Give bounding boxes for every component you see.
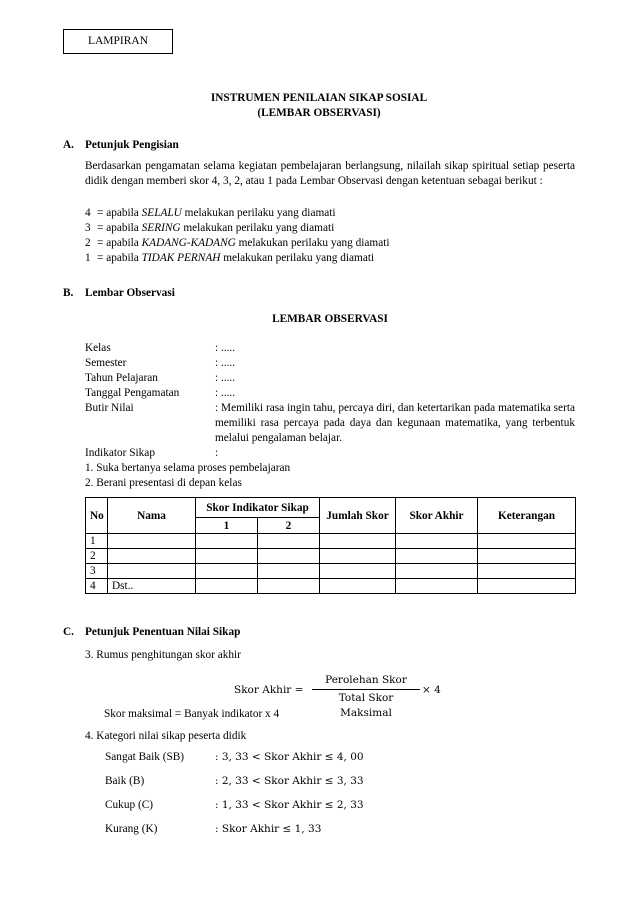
info-value: : ..... (215, 387, 236, 399)
fraction-bar (312, 689, 420, 690)
row-nama (108, 534, 196, 549)
info-label: Tanggal Pengamatan (85, 387, 180, 399)
observation-table (85, 497, 576, 594)
table-row (86, 534, 576, 549)
category-label: Baik (B) (105, 775, 145, 787)
category-range: : 3, 33 < Skor Akhir ≤ 4, 00 (215, 751, 364, 763)
header-skor-akhir: Skor Akhir (396, 498, 478, 534)
info-value: : ..... (215, 357, 236, 369)
info-value: : ..... (215, 372, 236, 384)
category-range: : Skor Akhir ≤ 1, 33 (215, 823, 322, 835)
section-a-letter: A. (63, 139, 74, 151)
observation-info (85, 341, 575, 461)
table-row (86, 549, 576, 564)
category-range: : 2, 33 < Skor Akhir ≤ 3, 33 (215, 775, 364, 787)
row-nama (108, 549, 196, 564)
info-label: Semester (85, 357, 127, 369)
title-line-2: (LEMBAR OBSERVASI) (257, 107, 381, 119)
category-list (105, 750, 505, 850)
row-no: 4 (86, 579, 108, 594)
score-item: 2 = apabila KADANG-KADANG melakukan perilaku yang diamati (85, 237, 390, 249)
header-keterangan: Keterangan (478, 498, 576, 534)
row-nama (108, 564, 196, 579)
section-c-heading (63, 625, 240, 640)
category-label: Cukup (C) (105, 799, 154, 811)
score-item: 4 = apabila SELALU melakukan perilaku yang diamati (85, 207, 336, 219)
score-formula (234, 673, 474, 719)
header-indikator-2: 2 (258, 518, 320, 534)
info-label: Tahun Pelajaran (85, 372, 158, 384)
category-range: : 1, 33 < Skor Akhir ≤ 2, 33 (215, 799, 364, 811)
formula-lhs: Skor Akhir = (234, 684, 304, 696)
info-label: Kelas (85, 342, 111, 354)
indikator-label: Indikator Sikap (85, 447, 155, 459)
row-no: 1 (86, 534, 108, 549)
table-row (86, 564, 576, 579)
header-skor-indikator: Skor Indikator Sikap (196, 498, 320, 518)
butir-nilai-value: : Memiliki rasa ingin tahu, percaya diri, dan ketertarikan pada matematika serta memiliki rasa percaya pada daya dan kegunaan matematika, yang terbentuk melalui pengalaman belajar. (215, 402, 575, 444)
section-c-title: Petunjuk Penentuan Nilai Sikap (85, 626, 241, 638)
observation-sheet-title: LEMBAR OBSERVASI (272, 313, 388, 325)
score-list (85, 206, 575, 266)
skor-maksimal-line: Skor maksimal = Banyak indikator x 4 (104, 708, 280, 720)
score-item: 3 = apabila SERING melakukan perilaku yang diamati (85, 222, 335, 234)
category-label: Sangat Baik (SB) (105, 751, 185, 763)
row-no: 2 (86, 549, 108, 564)
row-nama: Dst.. (108, 579, 196, 594)
section-b-heading (63, 286, 175, 301)
document-title (0, 91, 638, 121)
section-b-title: Lembar Observasi (85, 287, 175, 299)
title-line-1: INSTRUMEN PENILAIAN SIKAP SOSIAL (210, 92, 428, 104)
indicator-item: 2. Berani presentasi di depan kelas (85, 477, 242, 489)
section-a-heading (63, 138, 179, 153)
header-jumlah-skor: Jumlah Skor (320, 498, 396, 534)
formula-numerator: Perolehan Skor (325, 674, 407, 686)
formula-rhs: × 4 (422, 684, 441, 696)
formula-fraction (312, 673, 420, 721)
lampiran-label: LAMPIRAN (63, 29, 173, 54)
score-item: 1 = apabila TIDAK PERNAH melakukan perilaku yang diamati (85, 252, 375, 264)
section-c-letter: C. (63, 626, 74, 638)
category-label: Kurang (K) (105, 823, 158, 835)
indicator-list (85, 461, 575, 491)
section-a-intro: Berdasarkan pengamatan selama kegiatan pembelajaran berlangsung, nilailah sikap spiritual setiap peserta didik dengan memberi skor 4, 3, 2, atau 1 pada Lembar Observasi dengan ketentuan sebagai berikut : (85, 160, 575, 187)
formula-denominator: Total Skor Maksimal (338, 692, 394, 719)
header-nama: Nama (108, 498, 196, 534)
item-4-kategori: 4. Kategori nilai sikap peserta didik (85, 730, 247, 742)
indikator-colon: : (215, 447, 219, 459)
indicator-item: 1. Suka bertanya selama proses pembelajaran (85, 462, 291, 474)
section-b-letter: B. (63, 287, 74, 299)
table-row (86, 579, 576, 594)
butir-nilai-label: Butir Nilai (85, 402, 134, 414)
info-value: : ..... (215, 342, 236, 354)
section-a-title: Petunjuk Pengisian (85, 139, 179, 151)
row-no: 3 (86, 564, 108, 579)
header-no: No (86, 498, 108, 534)
item-3-rumus: 3. Rumus penghitungan skor akhir (85, 649, 241, 661)
header-indikator-1: 1 (196, 518, 258, 534)
